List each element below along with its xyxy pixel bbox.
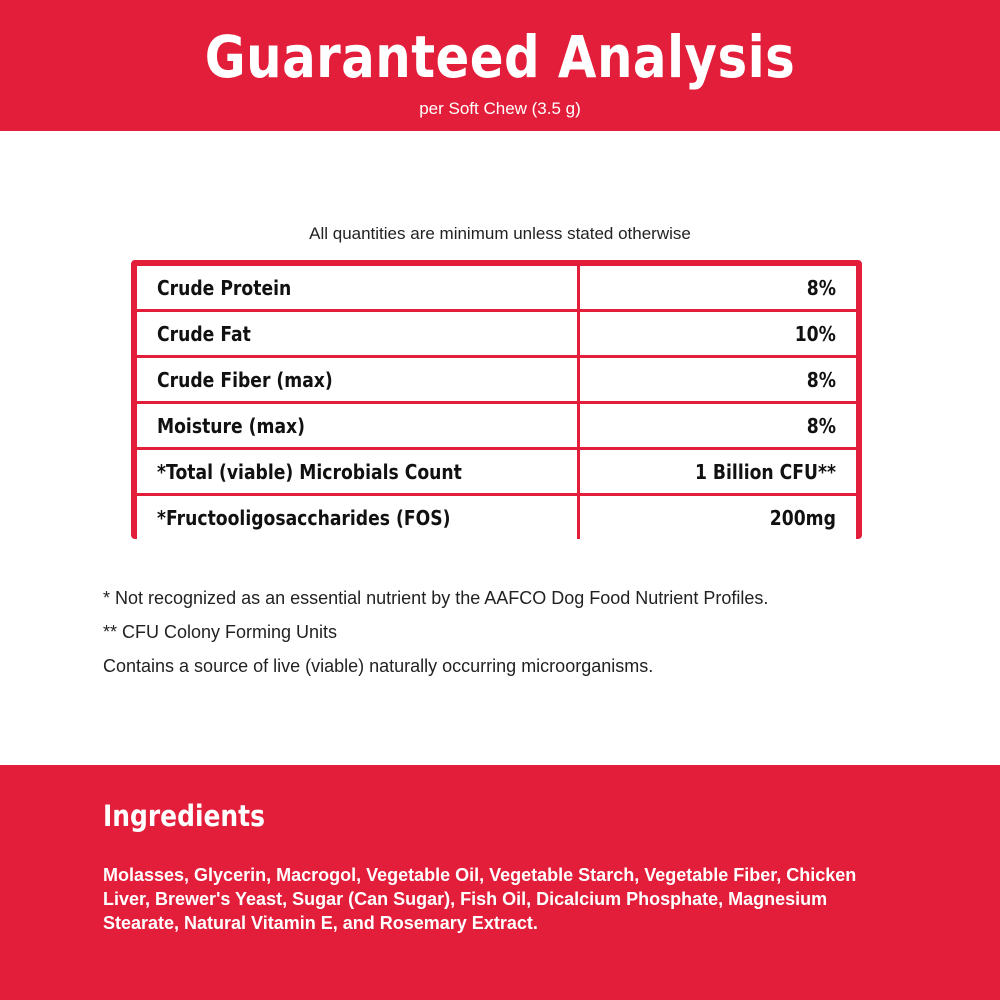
ingredients-list: Molasses, Glycerin, Macrogol, Vegetable Oil, Vegetable Starch, Vegetable Fiber, Chicken Liver, Brewer's Yeast, Sugar (Can Sugar), Fish Oil, Dicalcium Phosphate, Magnesium Stearate, Natural Vitamin E, and Rosemary Extract. [103, 865, 857, 933]
analysis-value: 10% [580, 312, 856, 355]
footnotes [103, 581, 963, 683]
footnote-aafco: * Not recognized as an essential nutrient by the AAFCO Dog Food Nutrient Profiles. [103, 588, 769, 608]
ingredients-title: Ingredients [103, 799, 265, 833]
analysis-label: Crude Fiber (max) [137, 358, 577, 401]
page-title: Guaranteed Analysis [204, 23, 796, 91]
table-row [137, 404, 856, 447]
table-row [137, 266, 856, 309]
analysis-value: 1 Billion CFU** [580, 450, 856, 493]
analysis-value: 8% [580, 358, 856, 401]
table-row [137, 312, 856, 355]
analysis-label: Crude Protein [137, 266, 577, 309]
analysis-label: Crude Fat [137, 312, 577, 355]
header-banner [0, 0, 1000, 131]
footnote-live-source: Contains a source of live (viable) naturally occurring microorganisms. [103, 656, 654, 676]
analysis-table [131, 260, 862, 539]
table-row [137, 450, 856, 493]
analysis-value: 8% [580, 266, 856, 309]
analysis-value: 200mg [580, 496, 856, 539]
page-subtitle: per Soft Chew (3.5 g) [419, 99, 581, 118]
ingredients-section [0, 765, 1000, 1000]
table-row [137, 496, 856, 539]
footnote-cfu: ** CFU Colony Forming Units [103, 622, 338, 642]
analysis-label: *Fructooligosaccharides (FOS) [137, 496, 577, 539]
table-row [137, 358, 856, 401]
quantities-note: All quantities are minimum unless stated otherwise [309, 224, 691, 243]
analysis-label: *Total (viable) Microbials Count [137, 450, 577, 493]
analysis-value: 8% [580, 404, 856, 447]
analysis-label: Moisture (max) [137, 404, 577, 447]
